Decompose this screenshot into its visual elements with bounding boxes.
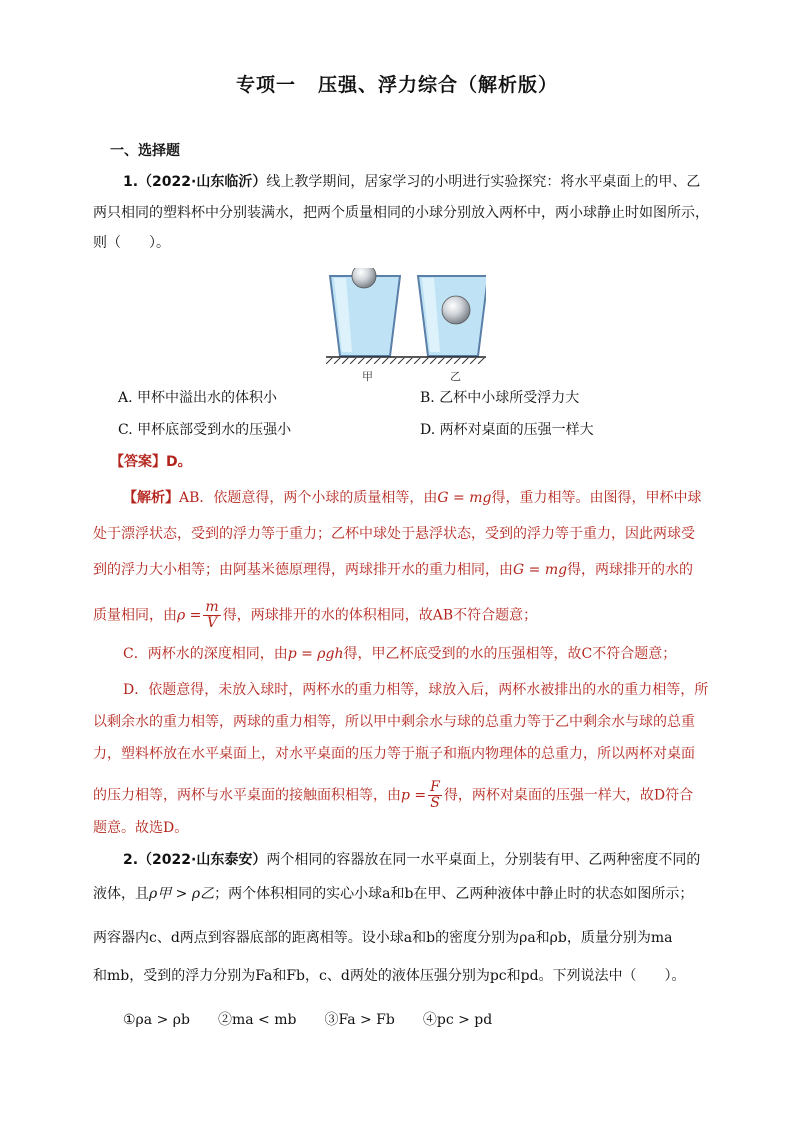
formula-g-mg-2: G = mg <box>513 562 568 578</box>
q2-line2-post: ；两个体积相同的实心小球a和b在甲、乙两种液体中静止时的状态如图所示； <box>214 886 694 902</box>
c1-post: 得，甲乙杯底受到的水的压强相等，故C不符合题意； <box>343 646 677 662</box>
q1-analysis-d3: 力，塑料杯放在水平桌面上，对水平桌面的压力等于瓶子和瓶内物理体的总重力，所以两杯对桌面 <box>93 746 695 762</box>
label-jia: 甲 <box>362 370 373 383</box>
a3-pre: 到的浮力大小相等；由阿基米德原理得，两球排开水的重力相同，由 <box>93 562 513 578</box>
q2-line4: 和mb，受到的浮力分别为Fa和Fb，c、d两处的液体压强分别为pc和pd。下列说法中（ ）。 <box>93 968 686 984</box>
q2-line2-pre: 液体，且 <box>93 886 149 902</box>
q1-line2: 两只相同的塑料杯中分别装满水，把两个质量相同的小球分别放入两杯中，两小球静止时如图所示， <box>93 205 709 221</box>
a1-post: 得，重力相等。由图得，甲杯中球 <box>491 490 702 506</box>
q1-analysis-d4 <box>93 780 705 811</box>
q2-source: 2.（2022·山东泰安） <box>123 852 267 868</box>
q1-line1-text: 线上教学期间，居家学习的小明进行实验探究：将水平桌面上的甲、乙 <box>266 174 701 190</box>
q1-figure <box>326 268 486 388</box>
frac-den-s: S <box>430 795 440 811</box>
q1-line1 <box>123 172 705 192</box>
q1-analysis-line2: 处于漂浮状态，受到的浮力等于重力；乙杯中球处于悬浮状态，受到的浮力等于重力，因此两球受 <box>93 526 695 542</box>
q1-option-b: B. 乙杯中小球所受浮力大 <box>420 390 580 406</box>
q1-analysis-line3 <box>93 560 705 580</box>
q1-option-a: A. 甲杯中溢出水的体积小 <box>118 390 278 406</box>
q2-statements: ①ρa > ρb ②ma < mb ③Fa > Fb ④pc > pd <box>123 1012 493 1028</box>
q1-line3: 则（ ）。 <box>93 235 170 251</box>
frac-num-f: F <box>430 779 440 795</box>
frac-num-m: m <box>205 599 219 615</box>
q2-line1 <box>123 850 705 870</box>
q1-analysis-c <box>123 644 705 664</box>
q2-line2 <box>93 884 705 904</box>
q1-answer: 【答案】D。 <box>110 454 192 470</box>
analysis-label: 【解析】 <box>123 490 179 506</box>
formula-rho: ρ = <box>177 607 202 624</box>
q1-analysis-line1 <box>123 488 705 508</box>
q2-line1-text: 两个相同的容器放在同一水平桌面上，分别装有甲、乙两种密度不同的 <box>266 852 701 868</box>
q2-line3: 两容器内c、d两点到容器底部的距离相等。设小球a和b的密度分别为ρa和ρb，质量分别为ma <box>93 930 673 946</box>
section-heading: 一、选择题 <box>110 143 180 159</box>
fraction-m-v <box>203 600 220 631</box>
d4-pre: 的压力相等，两杯与水平桌面的接触面积相等，由 <box>93 787 401 804</box>
two-cups-diagram <box>326 268 486 388</box>
label-yi: 乙 <box>450 370 461 383</box>
a4-post: 得，两球排开的水的体积相同，故AB不符合题意； <box>222 607 538 624</box>
q1-option-d: D. 两杯对桌面的压强一样大 <box>420 422 594 438</box>
formula-p-rgh: p = ρgh <box>287 646 344 662</box>
a1-pre: AB．依题意得，两个小球的质量相等，由 <box>179 490 438 506</box>
q1-analysis-d2: 以剩余水的重力相等，两球的重力相等，所以甲中剩余水与球的总重力等于乙中剩余水与球的总重 <box>93 714 695 730</box>
fraction-f-s <box>428 780 442 811</box>
formula-p: p = <box>401 787 427 804</box>
frac-den-v: V <box>207 615 218 631</box>
a3-post: 得，两球排开的水的 <box>567 562 694 578</box>
d4-post: 得，两杯对桌面的压强一样大，故D符合 <box>443 787 694 804</box>
c1-pre: C．两杯水的深度相同，由 <box>123 646 288 662</box>
title-part1: 专项一 <box>235 74 296 96</box>
ball-jia <box>352 268 376 288</box>
formula-density-compare: ρ甲 > ρ乙 <box>149 886 215 902</box>
q1-source: 1.（2022·山东临沂） <box>123 174 267 190</box>
formula-g-mg: G = mg <box>437 490 492 506</box>
page-title <box>0 70 794 97</box>
a4-pre: 质量相同，由 <box>93 607 177 624</box>
title-part2: 压强、浮力综合（解析版） <box>318 74 559 96</box>
q1-option-c: C. 甲杯底部受到水的压强小 <box>118 422 292 438</box>
ball-yi <box>442 296 470 324</box>
q1-analysis-d1: D．依题意得，未放入球时，两杯水的重力相等，球放入后，两杯水被排出的水的重力相等，所 <box>123 682 709 698</box>
q1-analysis-d5: 题意。故选D。 <box>93 820 189 836</box>
q1-analysis-line4 <box>93 600 705 631</box>
